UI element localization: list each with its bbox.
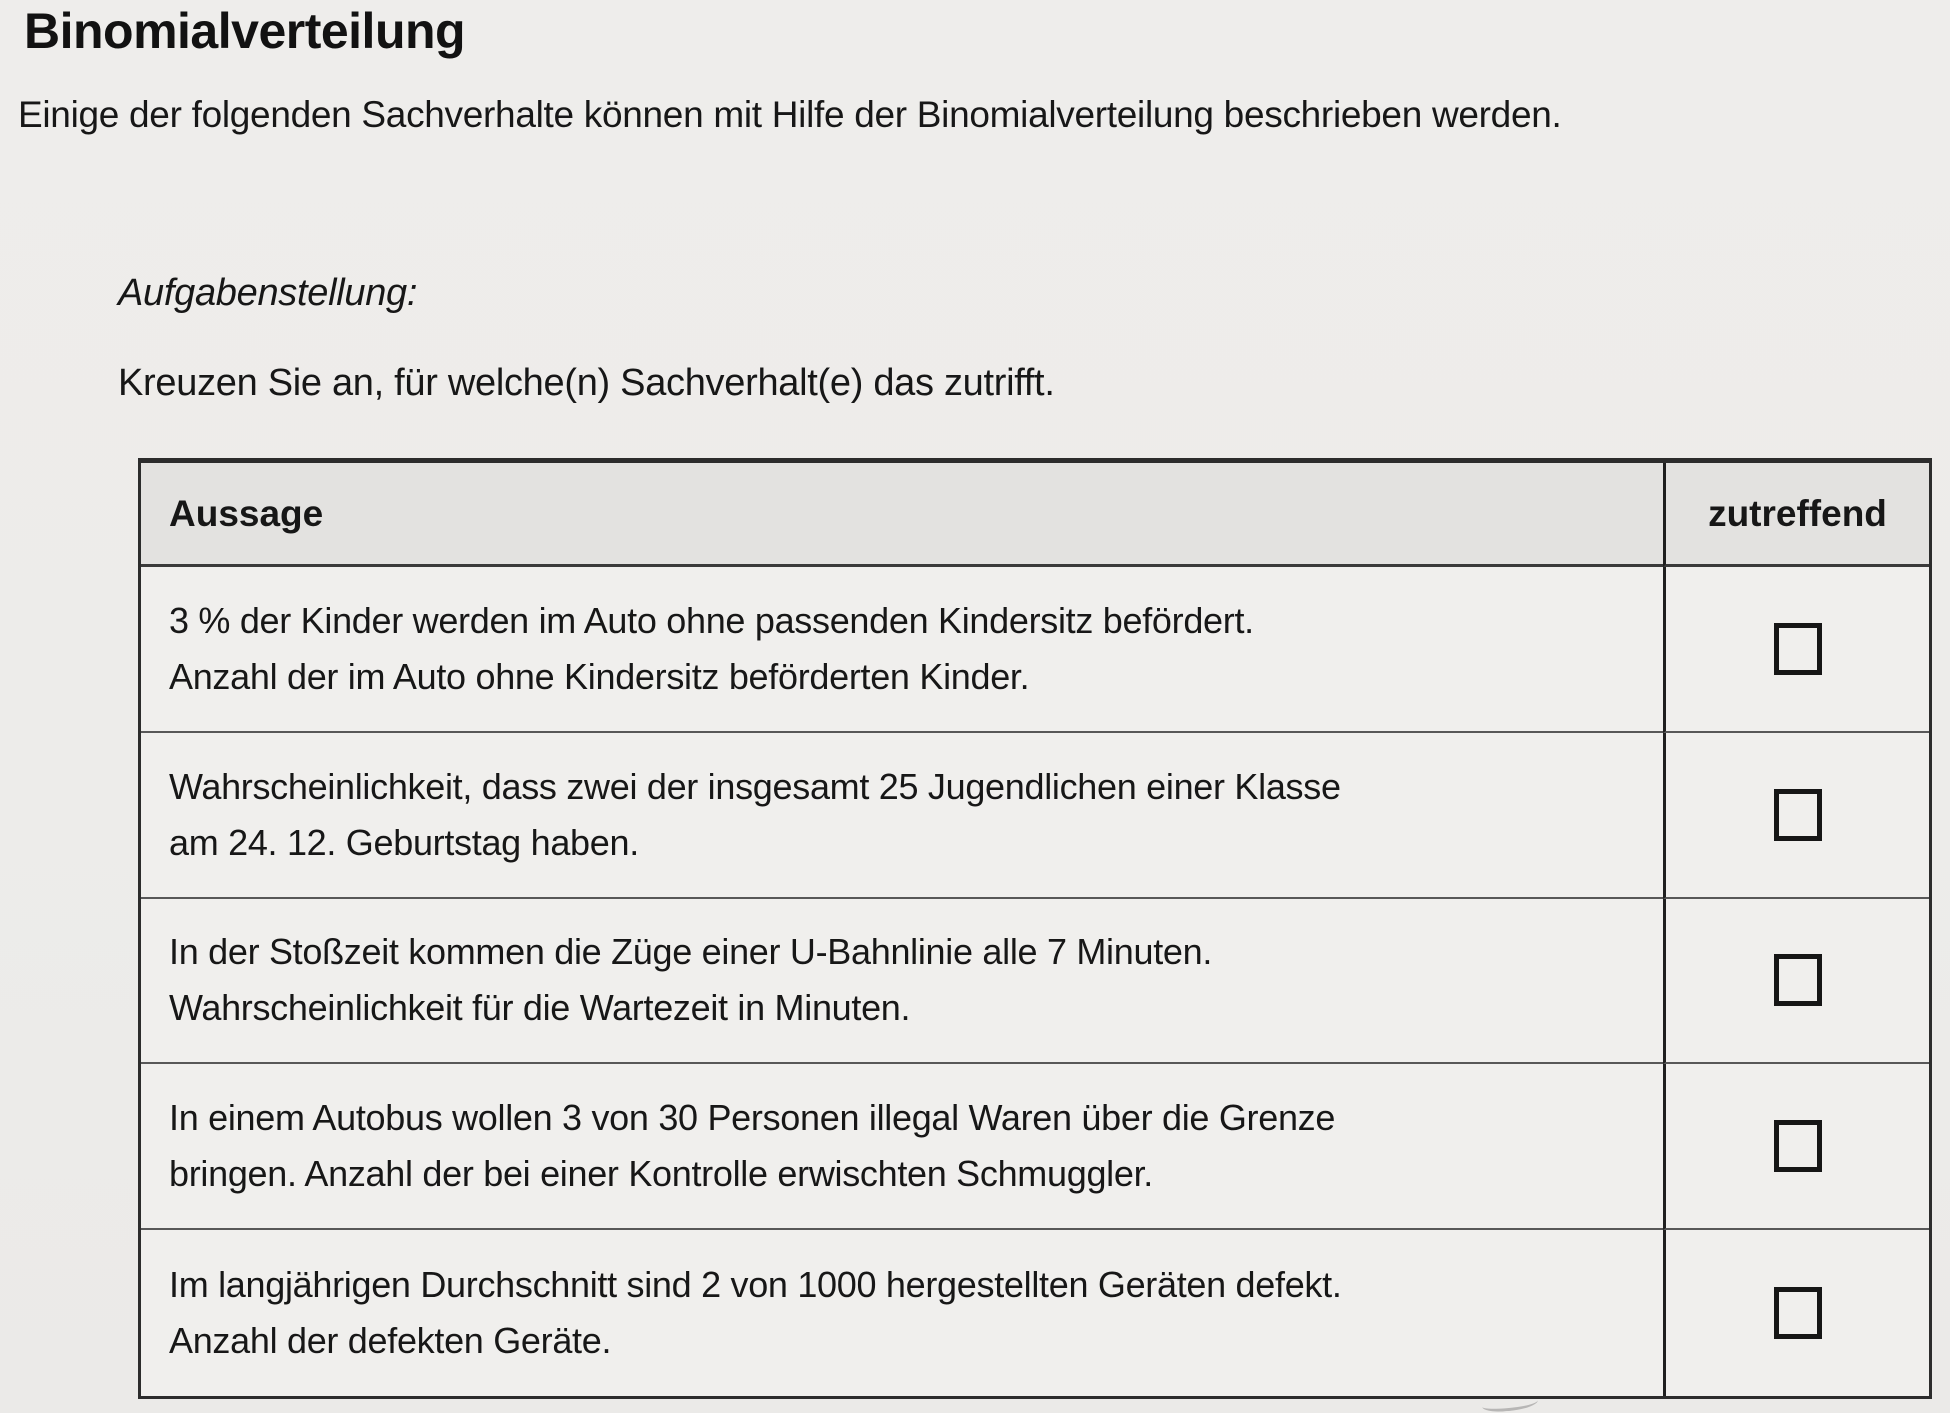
statement-cell-2 [141, 733, 1663, 899]
statement-2-line-1: Wahrscheinlichkeit, dass zwei der insgesamt 25 Jugendlichen einer Klasse [169, 765, 1341, 807]
checkbox-cell-2 [1663, 733, 1929, 899]
checkbox-row-5[interactable] [1774, 1287, 1822, 1339]
checkbox-row-4[interactable] [1774, 1120, 1822, 1172]
statement-1-line-2: Anzahl der im Auto ohne Kindersitz beförderten Kinder. [169, 655, 1030, 697]
checkbox-row-1[interactable] [1774, 623, 1822, 675]
statement-cell-3 [141, 899, 1663, 1065]
instruction-text: Kreuzen Sie an, für welche(n) Sachverhalt(e) das zutrifft. [118, 362, 1055, 404]
statement-cell-1 [141, 567, 1663, 733]
statement-1-line-1: 3 % der Kinder werden im Auto ohne passenden Kindersitz befördert. [169, 599, 1254, 641]
statement-3-line-2: Wahrscheinlichkeit für die Wartezeit in Minuten. [169, 987, 911, 1029]
statement-cell-5 [141, 1230, 1663, 1396]
task-label: Aufgabenstellung: [118, 272, 418, 314]
col-header-zutreffend-label: zutreffend [1708, 492, 1887, 534]
statement-5-line-2: Anzahl der defekten Geräte. [169, 1320, 612, 1362]
statement-2-line-2: am 24. 12. Geburtstag haben. [169, 821, 639, 863]
scan-smudge-artifact [1482, 1394, 1539, 1413]
checkbox-cell-5 [1663, 1230, 1929, 1396]
checkbox-cell-4 [1663, 1064, 1929, 1230]
statements-table [138, 458, 1932, 1399]
col-header-aussage [141, 463, 1663, 567]
col-header-aussage-label: Aussage [169, 492, 324, 534]
page-title: Binomialverteilung [24, 3, 466, 59]
checkbox-cell-1 [1663, 567, 1929, 733]
checkbox-row-2[interactable] [1774, 789, 1822, 841]
intro-text: Einige der folgenden Sachverhalte können mit Hilfe der Binomialverteilung beschrieben werden. [18, 94, 1562, 135]
checkbox-row-3[interactable] [1774, 954, 1822, 1006]
statement-4-line-1: In einem Autobus wollen 3 von 30 Personen illegal Waren über die Grenze [169, 1097, 1336, 1139]
statement-cell-4 [141, 1064, 1663, 1230]
col-header-zutreffend [1663, 463, 1929, 567]
statement-5-line-1: Im langjährigen Durchschnitt sind 2 von 1000 hergestellten Geräten defekt. [169, 1264, 1342, 1306]
checkbox-cell-3 [1663, 899, 1929, 1065]
statement-4-line-2: bringen. Anzahl der bei einer Kontrolle erwischten Schmuggler. [169, 1153, 1153, 1195]
statement-3-line-1: In der Stoßzeit kommen die Züge einer U-Bahnlinie alle 7 Minuten. [169, 931, 1213, 973]
